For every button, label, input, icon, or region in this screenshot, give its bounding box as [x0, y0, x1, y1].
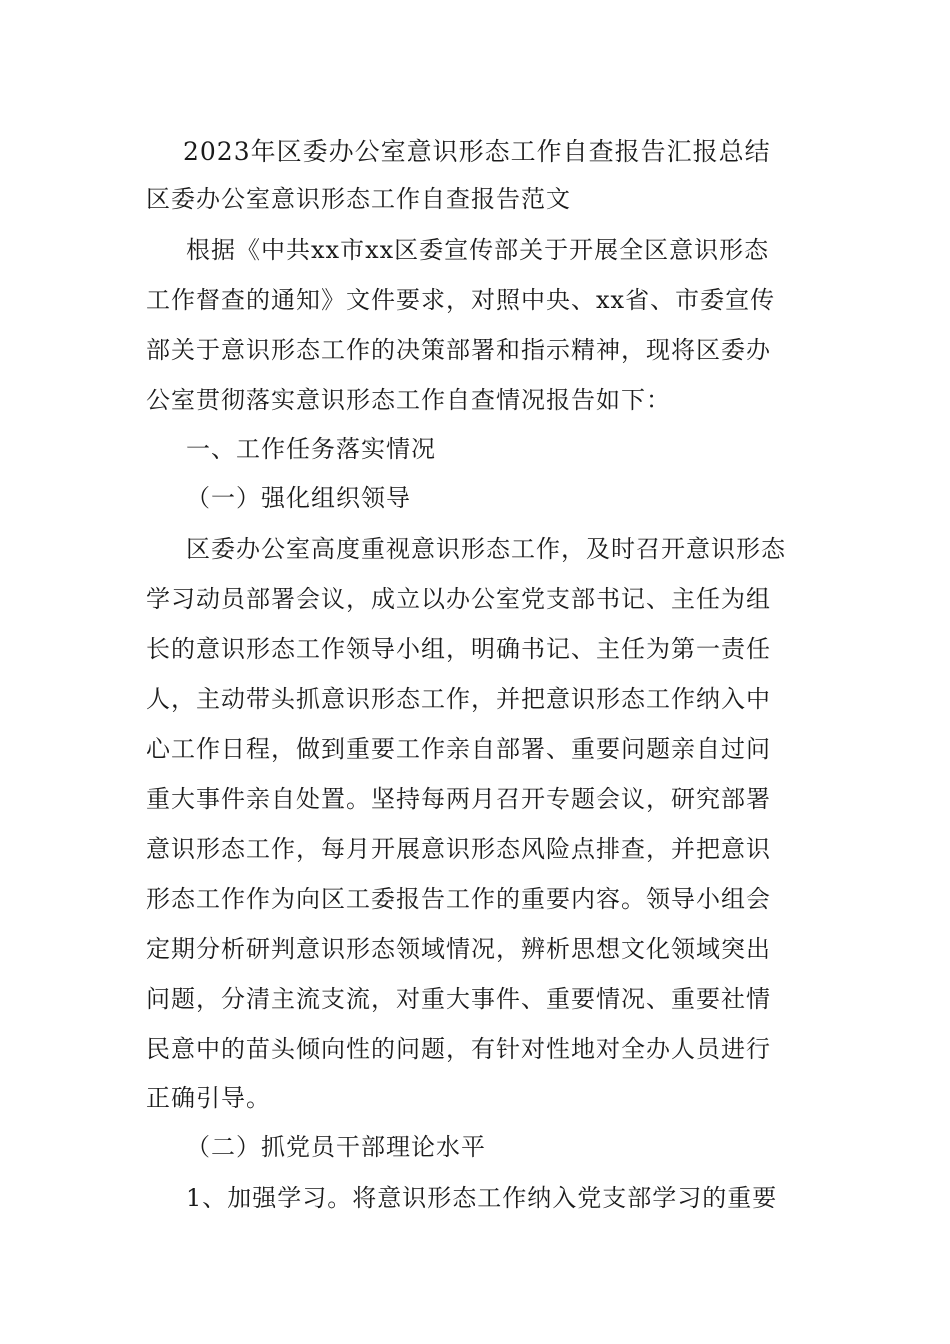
- paragraph-line: 学习动员部署会议，成立以办公室党支部书记、主任为组: [146, 585, 771, 613]
- paragraph-line: 民意中的苗头倾向性的问题，有针对性地对全办人员进行: [146, 1035, 771, 1063]
- paragraph-line: 心工作日程，做到重要工作亲自部署、重要问题亲自过问: [146, 735, 771, 763]
- document-title: 2023年区委办公室意识形态工作自查报告汇报总结: [183, 137, 771, 166]
- subsection-heading: （二）抓党员干部理论水平: [186, 1133, 486, 1161]
- paragraph-line: 长的意识形态工作领导小组，明确书记、主任为第一责任: [146, 635, 771, 663]
- section-heading: 一、工作任务落实情况: [186, 435, 436, 463]
- subtitle: 区委办公室意识形态工作自查报告范文: [146, 185, 571, 213]
- paragraph-line: 根据《中共xx市xx区委宣传部关于开展全区意识形态: [186, 236, 770, 264]
- paragraph-line: 区委办公室高度重视意识形态工作，及时召开意识形态: [186, 535, 786, 563]
- paragraph-line: 工作督查的通知》文件要求，对照中央、xx省、市委宣传: [146, 286, 776, 314]
- paragraph-line: 公室贯彻落实意识形态工作自查情况报告如下：: [146, 386, 671, 414]
- paragraph-line: 定期分析研判意识形态领域情况，辨析思想文化领域突出: [146, 935, 771, 963]
- paragraph-line: 问题，分清主流支流，对重大事件、重要情况、重要社情: [146, 985, 771, 1013]
- paragraph-line: 意识形态工作，每月开展意识形态风险点排查，并把意识: [146, 835, 771, 863]
- paragraph-line: 形态工作作为向区工委报告工作的重要内容。领导小组会: [146, 885, 771, 913]
- subsection-heading: （一）强化组织领导: [186, 484, 411, 512]
- paragraph-line: 部关于意识形态工作的决策部署和指示精神，现将区委办: [146, 336, 771, 364]
- paragraph-line: 1、加强学习。将意识形态工作纳入党支部学习的重要: [186, 1184, 778, 1212]
- paragraph-line: 正确引导。: [146, 1084, 271, 1112]
- paragraph-line: 重大事件亲自处置。坚持每两月召开专题会议，研究部署: [146, 785, 771, 813]
- paragraph-line: 人，主动带头抓意识形态工作，并把意识形态工作纳入中: [146, 685, 771, 713]
